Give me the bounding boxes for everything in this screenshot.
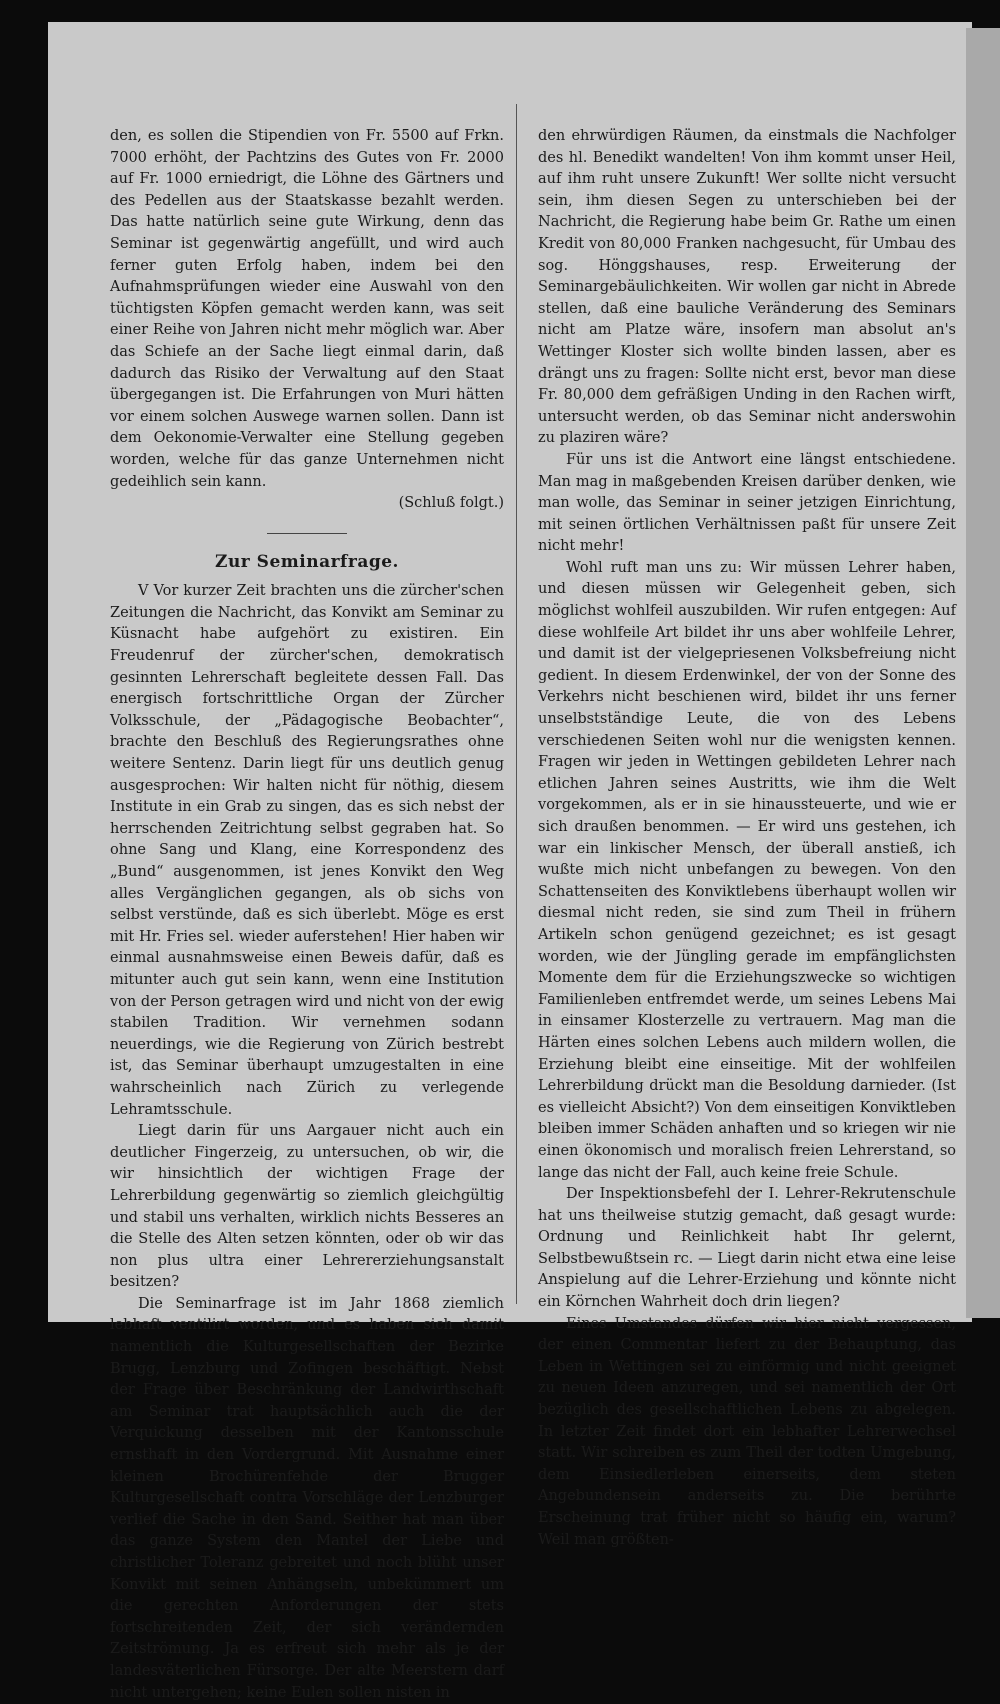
right-paragraph-1: den ehrwürdigen Räumen, da einstmals die Nachfolger des hl. Benedikt wandelten! Von ihm kommt unser Heil, auf ihm ruht unsere Zukunft! Wer sollte nicht versucht sein, ihm diesen Segen zu unterschieben bei der Nachricht, die Regierung habe beim Gr. Rathe um einen Kredit von 80,000 Franken nachgesucht, für Umbau des sog. Hönggshauses, resp. Erweiterung der Seminargebäulichkeiten. Wir wollen gar nicht in Abrede stellen, daß eine bauliche Veränderung des Seminars nicht am Platze wäre, insofern man absolut an's Wettinger Kloster sich wollte binden lassen, aber es drängt uns zu fragen: Sollte nicht erst, bevor man diese Fr. 80,000 dem gefräßigen Unding in den Rachen wirft, untersucht werden, ob das Seminar nicht anderswohin zu plaziren wäre? (538, 128, 956, 447)
adjacent-page-edge (966, 28, 1000, 1318)
left-paragraph-2: V Vor kurzer Zeit brachten uns die zürcher'schen Zeitungen die Nachricht, das Konvikt am Seminar zu Küsnacht habe aufgehört zu existiren. Ein Freudenruf der zürcher'schen, demokratisch gesinnten Lehrerschaft begleitete dessen Fall. Das energisch fortschrittliche Organ der Zürcher Volksschule, der „Pädagogische Beobachter“, brachte den Beschluß des Regierungsrathes ohne weitere Sentenz. Darin liegt für uns deutlich genug ausgesprochen: Wir halten nicht für nöthig, diesem Institute in ein Grab zu singen, das es sich nebst der herrschenden Zeitrichtung selbst gegraben hat. So ohne Sang und Klang, eine Korrespondenz des „Bund“ ausgenommen, ist jenes Konvikt den Weg alles Vergänglichen gegangen, als ob sichs von selbst verstünde, daß es sich überlebt. Möge es erst mit Hr. Fries sel. wieder auferstehen! Hier haben wir einmal ausnahmsweise einen Beweis dafür, daß es mitunter auch gut sein kann, wenn eine Institution von der Person getragen wird und nicht von der ewig stabilen Tradition. Wir vernehmen sodann neuerdings, wie die Regierung von Zürich bestrebt ist, das Seminar überhaupt umzugestalten in eine wahrscheinlich nach Zürich zu verlegende Lehramtsschule. (110, 583, 504, 1118)
newspaper-page (48, 22, 972, 1701)
right-paragraph-3: Wohl ruft man uns zu: Wir müssen Lehrer haben, und diesen müssen wir Gelegenheit geben, sich möglichst wohlfeil auszubilden. Wir rufen entgegen: Auf diese wohlfeile Art bildet ihr uns aber wohlfeile Lehrer, und damit ist der vielgepriesenen Volksbefreiung nicht gedient. In diesem Erdenwinkel, der von der Sonne des Verkehrs nicht beschienen wird, bildet ihr uns ferner unselbstständige Leute, die von des Lebens verschiedenen Seiten wohl nur die wenigsten kennen. Fragen wir jeden in Wettingen gebildeten Lehrer nach etlichen Jahren seines Austritts, wie ihm die Welt vorgekommen, als er in sie hinaussteuerte, und wie er sich draußen benommen. — Er wird uns gestehen, ich war ein linkischer Mensch, der überall anstieß, ich wußte mich nicht unbefangen zu bewegen. Von den Schattenseiten des Konviktlebens überhaupt wollen wir diesmal nicht reden, sie sind zum Theil in frühern Artikeln schon genügend gezeichnet; es ist gesagt worden, wie der Jüngling gerade im empfänglichsten Momente dem für die Erziehungszwecke so wichtigen Familienleben entfremdet werde, um seines Lebens Mai in einsamer Klosterzelle zu vertrauern. Mag man die Härten eines solchen Lebens auch mildern wollen, die Erziehung bleibt eine einseitige. Mit der wohlfeilen Lehrerbildung drückt man die Besoldung darnieder. (Ist es vielleicht Absicht?) Von dem einseitigen Konviktleben bleiben immer Schäden anhaften und so kriegen wir nie einen ökonomisch und moralisch freien Lehrerstand, so lange das nicht der Fall, auch keine freie Schule. (538, 559, 956, 1181)
left-paragraph-4: Die Seminarfrage ist im Jahr 1868 ziemlich lebhaft ventilirt worden, und es haben sich damit namentlich die Kulturgesellschaften der Bezirke Brugg, Lenzburg und Zofingen beschäftigt. Nebst der Frage über Beschränkung der Landwirthschaft am Seminar trat hauptsächlich auch die der Verquickung desselben mit der Kantonsschule ernsthaft in den Vordergrund. Mit Ausnahme einer kleinen Brochürenfehde der Brugger Kulturgesellschaft contra Vorschläge der Lenzburger verlief die Sache in den Sand. Seither hat man über das ganze System den Mantel der Liebe und christlicher Toleranz gebreitet und noch blüht unser Konvikt mit seinen Anhängseln, unbekümmert um die gerechten Anforderungen der stets fortschreitenden Zeit, der sich verändernden Zeitströmung. Ja es erfreut sich mehr als je der landesväterlichen Fürsorge. Der alte Meerstern darf nicht untergehen; keine Eulen sollen nisten in (110, 1295, 504, 1701)
continuation-note: (Schluß folgt.) (398, 495, 504, 512)
left-paragraph-3: Liegt darin für uns Aargauer nicht auch ein deutlicher Fingerzeig, zu untersuchen, ob wir, die wir hinsichtlich der wichtigen Frage der Lehrerbildung gegenwärtig so ziemlich gleichgültig und stabil uns verhalten, wirklich nichts Besseres an die Stelle des Alten setzen könnten, oder ob wir das non plus ultra einer Lehrererziehungsanstalt besitzen? (110, 1123, 504, 1291)
section-rule (267, 533, 347, 534)
right-paragraph-5: Eines Umstandes dürfen wir hier nicht vergessen, der einen Commentar liefert zu der Behauptung, das Leben in Wettingen sei zu einförmig und nicht geeignet zu neuen Ideen anzuregen, und sei namentlich der Ort bezüglich des gesellschaftlichen Lebens zu abgelegen. In letzter Zeit findet dort ein lebhafter Lehrerwechsel statt. Wir schreiben es zum Theil der todten Umgebung, dem Einsiedlerleben einerseits, dem steten Angebundensein anderseits zu. Die berührte Erscheinung trat früher nicht so häufig ein, warum? Weil man größten- (538, 1315, 956, 1548)
article-heading: Zur Seminarfrage. (215, 551, 399, 572)
left-paragraph-1: den, es sollen die Stipendien von Fr. 5500 auf Frkn. 7000 erhöht, der Pachtzins des Gutes von Fr. 2000 auf Fr. 1000 erniedrigt, die Löhne des Gärtners und des Pedellen aus der Staatskasse bezahlt werden. Das hatte natürlich seine gute Wirkung, denn das Seminar ist gegenwärtig angefüllt, und wird auch ferner guten Erfolg haben, indem bei den Aufnahmsprüfungen wieder eine Auswahl von den tüchtigsten Köpfen gemacht werden kann, was seit einer Reihe von Jahren nicht mehr möglich war. Aber das Schiefe an der Sache liegt einmal darin, daß dadurch das Risiko der Verwaltung auf den Staat übergegangen ist. Die Erfahrungen von Muri hätten vor einem solchen Auswege warnen sollen. Dann ist dem Oekonomie-Verwalter eine Stellung gegeben worden, welche für das ganze Unternehmen nicht gedeihlich sein kann. (110, 128, 504, 490)
column-divider (516, 104, 517, 1304)
left-column (110, 126, 504, 1704)
right-paragraph-4: Der Inspektionsbefehl der I. Lehrer-Rekrutenschule hat uns theilweise stutzig gemacht, daß gesagt wurde: Ordnung und Reinlichkeit habt Ihr gelernt, Selbstbewußtsein rc. — Liegt darin nicht etwa eine leise Anspielung auf die Lehrer-Erziehung und könnte nicht ein Körnchen Wahrheit doch drin liegen? (538, 1186, 956, 1311)
right-paragraph-2: Für uns ist die Antwort eine längst entschiedene. Man mag in maßgebenden Kreisen darüber denken, wie man wolle, das Seminar in seiner jetzigen Einrichtung, mit seinen örtlichen Verhältnissen paßt für unsere Zeit nicht mehr! (538, 451, 956, 555)
right-column (538, 126, 956, 1551)
